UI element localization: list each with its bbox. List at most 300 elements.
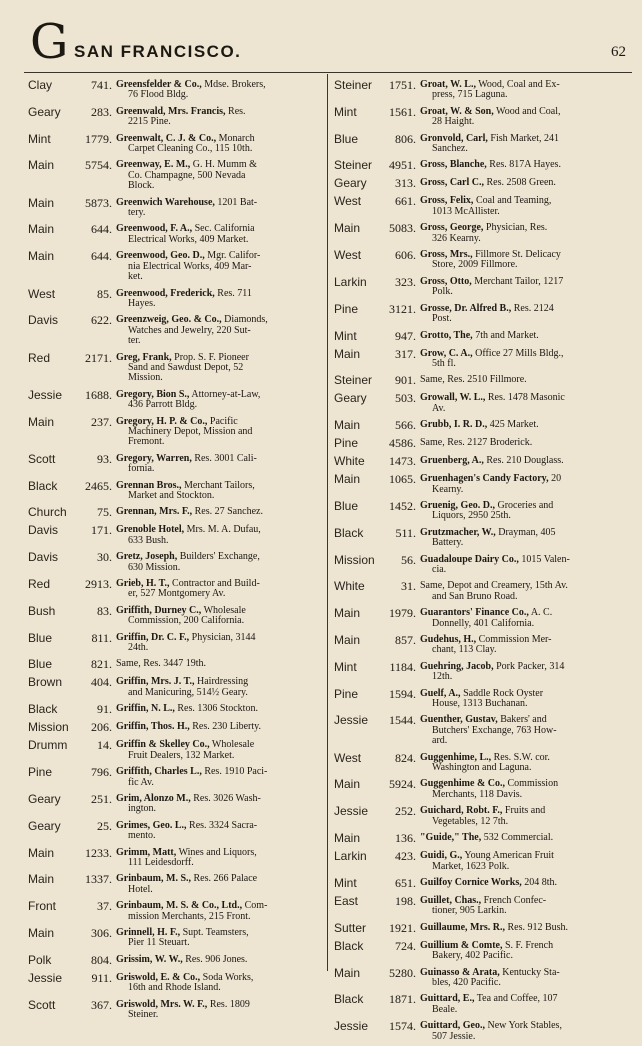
entry-detail: Res. 3026 Wash- bbox=[190, 792, 261, 804]
subscriber-name: Guenther, Gustav, bbox=[420, 714, 498, 726]
exchange-name: Blue bbox=[334, 131, 359, 146]
entry-text bbox=[116, 971, 322, 994]
exchange-name: Scott bbox=[28, 997, 56, 1012]
entry-detail: Fruits and bbox=[502, 805, 546, 817]
subscriber-name: Greenwalt, C. J. & Co., bbox=[116, 132, 217, 144]
entry-text bbox=[420, 472, 634, 495]
directory-entry bbox=[334, 713, 634, 746]
directory-entry bbox=[334, 921, 634, 935]
entry-continuation: Fremont. bbox=[128, 436, 165, 448]
entry-text bbox=[116, 313, 322, 346]
phone-number: 644. bbox=[91, 249, 112, 264]
directory-entry bbox=[334, 804, 634, 827]
exchange-name: Main bbox=[28, 158, 55, 173]
entry-text bbox=[420, 454, 634, 466]
phone-number: 651. bbox=[395, 875, 416, 890]
entry-continuation: fic Av. bbox=[128, 776, 154, 788]
subscriber-name: Grinbaum, M. S., bbox=[116, 873, 192, 885]
directory-entry bbox=[334, 329, 634, 343]
entry-detail: Drayman, 405 bbox=[495, 526, 556, 538]
entry-continuation: chant, 113 Clay. bbox=[432, 644, 497, 656]
entry-continuation: Commission, 200 California. bbox=[128, 615, 245, 627]
directory-entry bbox=[28, 819, 322, 842]
directory-entry bbox=[334, 302, 634, 325]
entry-text bbox=[116, 388, 322, 411]
subscriber-name: Gregory, H. P. & Co., bbox=[116, 415, 208, 427]
entry-text bbox=[116, 738, 322, 761]
directory-entry bbox=[28, 313, 322, 346]
entry-detail: Tea and Coffee, 107 bbox=[474, 993, 558, 1005]
entry-text bbox=[420, 633, 634, 656]
entry-detail: Physician, Res. bbox=[483, 222, 548, 234]
directory-entry bbox=[28, 577, 322, 600]
entry-detail: Same, Res. 2127 Broderick. bbox=[420, 437, 533, 449]
subscriber-name: Griswold, E. & Co., bbox=[116, 971, 201, 983]
entry-text bbox=[116, 675, 322, 698]
entry-detail: Office 27 Mills Bldg., bbox=[472, 347, 564, 359]
exchange-name: Davis bbox=[28, 550, 59, 565]
directory-entry bbox=[28, 792, 322, 815]
exchange-name: Black bbox=[334, 938, 364, 953]
phone-number: 811. bbox=[91, 630, 112, 645]
exchange-name: Main bbox=[28, 249, 55, 264]
entry-continuation: Block. bbox=[128, 180, 155, 192]
subscriber-name: Greenwood, Geo. D., bbox=[116, 250, 205, 262]
entry-continuation: Bakery, 402 Pacific. bbox=[432, 950, 513, 962]
exchange-name: West bbox=[334, 248, 362, 263]
entry-text bbox=[420, 939, 634, 962]
entry-continuation: and San Bruno Road. bbox=[432, 590, 518, 602]
entry-continuation: nia Electrical Works, 409 Mar- bbox=[128, 260, 252, 272]
entry-continuation: 5th fl. bbox=[432, 357, 456, 369]
directory-entry bbox=[28, 249, 322, 282]
entry-detail: Res. 27 Sanchez. bbox=[192, 506, 263, 518]
directory-entry bbox=[334, 391, 634, 414]
entry-text bbox=[420, 921, 634, 933]
subscriber-name: Grosse, Dr. Alfred B., bbox=[420, 302, 512, 314]
entry-detail: Res. 2508 Green. bbox=[483, 177, 556, 189]
subscriber-name: Gruenhagen's Candy Factory, bbox=[420, 473, 549, 485]
directory-entry bbox=[28, 899, 322, 922]
directory-entry bbox=[28, 702, 322, 716]
subscriber-name: Greenwood, F. A., bbox=[116, 223, 193, 235]
phone-number: 1233. bbox=[85, 845, 112, 860]
entry-text bbox=[116, 998, 322, 1021]
entry-detail: Saddle Rock Oyster bbox=[460, 687, 544, 699]
phone-number: 251. bbox=[91, 791, 112, 806]
entry-continuation: Store, 2009 Fillmore. bbox=[432, 259, 518, 271]
phone-number: 566. bbox=[395, 418, 416, 433]
subscriber-name: Griffin, Dr. C. F., bbox=[116, 631, 190, 643]
entry-text bbox=[116, 105, 322, 128]
entry-text bbox=[116, 657, 322, 669]
entry-text bbox=[116, 287, 322, 310]
exchange-name: Steiner bbox=[334, 78, 373, 92]
exchange-name: Front bbox=[28, 899, 57, 914]
directory-entry bbox=[334, 248, 634, 271]
subscriber-name: Guichard, Robt. F., bbox=[420, 805, 503, 817]
phone-number: 1688. bbox=[85, 387, 112, 402]
directory-entry bbox=[334, 499, 634, 522]
entry-text bbox=[116, 872, 322, 895]
phone-number: 4951. bbox=[389, 158, 416, 173]
exchange-name: Clay bbox=[28, 78, 53, 92]
directory-entry bbox=[334, 454, 634, 468]
entry-continuation: Donnelly, 401 California. bbox=[432, 617, 535, 629]
subscriber-name: Griffin, N. L., bbox=[116, 703, 175, 715]
entry-detail: Wholesale bbox=[201, 604, 246, 616]
entry-text bbox=[116, 132, 322, 155]
directory-entry bbox=[334, 221, 634, 244]
entry-detail: Merchant Tailors, bbox=[181, 479, 255, 491]
entry-detail: Wholesale bbox=[209, 739, 255, 751]
entry-text bbox=[116, 222, 322, 245]
exchange-name: Main bbox=[334, 346, 361, 361]
exchange-name: Sutter bbox=[334, 920, 367, 935]
subscriber-name: Grenoble Hotel, bbox=[116, 524, 185, 536]
entry-text bbox=[116, 819, 322, 842]
entry-detail: Fish Market, 241 bbox=[487, 132, 559, 144]
subscriber-name: Guillium & Comte, bbox=[420, 939, 503, 951]
directory-entry bbox=[334, 194, 634, 217]
directory-entry bbox=[334, 158, 634, 172]
entry-detail: Res. 906 Jones. bbox=[182, 953, 248, 965]
phone-number: 644. bbox=[91, 222, 112, 237]
directory-entry bbox=[334, 751, 634, 774]
entry-text bbox=[116, 792, 322, 815]
entry-continuation: mento. bbox=[128, 830, 156, 842]
entry-detail: Same, Res. 2510 Fillmore. bbox=[420, 374, 527, 386]
phone-number: 91. bbox=[97, 702, 112, 717]
entry-text bbox=[420, 391, 634, 414]
phone-number: 56. bbox=[401, 552, 416, 567]
exchange-name: Church bbox=[28, 505, 67, 520]
entry-text bbox=[420, 553, 634, 576]
subscriber-name: Guilfoy Cornice Works, bbox=[420, 876, 522, 888]
entry-continuation: Merchants, 118 Davis. bbox=[432, 788, 523, 800]
directory-entry bbox=[28, 971, 322, 994]
entry-text bbox=[116, 577, 322, 600]
phone-number: 136. bbox=[395, 831, 416, 846]
subscriber-name: Grimm, Matt, bbox=[116, 846, 177, 858]
left-column bbox=[28, 78, 322, 1024]
phone-number: 423. bbox=[395, 849, 416, 864]
directory-entry bbox=[28, 351, 322, 384]
exchange-name: Pine bbox=[28, 765, 53, 780]
directory-entry bbox=[334, 347, 634, 370]
phone-number: 911. bbox=[91, 970, 112, 985]
entry-continuation: Steiner. bbox=[128, 1009, 159, 1020]
entry-text bbox=[420, 176, 634, 188]
subscriber-name: Grennan, Mrs. F., bbox=[116, 506, 193, 518]
entry-text bbox=[116, 505, 322, 517]
entry-continuation: 16th and Rhode Island. bbox=[128, 982, 221, 994]
entry-detail: S. F. French bbox=[502, 939, 554, 951]
directory-entry bbox=[334, 418, 634, 432]
entry-text bbox=[420, 194, 634, 217]
phone-number: 31. bbox=[401, 579, 416, 594]
subscriber-name: Guinasso & Arata, bbox=[420, 966, 500, 978]
subscriber-name: Greenwood, Frederick, bbox=[116, 287, 215, 299]
entry-detail: Res. 912 Bush. bbox=[505, 921, 569, 933]
subscriber-name: Gross, Carl C., bbox=[420, 177, 484, 189]
entry-continuation: ington. bbox=[128, 803, 157, 815]
subscriber-name: Guarantors' Finance Co., bbox=[420, 607, 529, 619]
subscriber-name: Grissim, W. W., bbox=[116, 953, 183, 965]
subscriber-name: Greenway, E. M., bbox=[116, 159, 191, 171]
directory-entry bbox=[334, 436, 634, 450]
subscriber-name: Gretz, Joseph, bbox=[116, 551, 178, 563]
entry-continuation: Co. Champagne, 500 Nevada bbox=[128, 169, 246, 181]
subscriber-name: Griswold, Mrs. W. F., bbox=[116, 998, 208, 1010]
entry-continuation: Pier 11 Steuart. bbox=[128, 937, 190, 949]
entry-detail: Res. 266 Palace bbox=[191, 873, 258, 885]
entry-detail: New York Stables, bbox=[485, 1020, 562, 1032]
entry-detail: Pacific bbox=[207, 415, 238, 427]
entry-text bbox=[420, 78, 634, 101]
exchange-name: Scott bbox=[28, 451, 56, 466]
subscriber-name: Grim, Alonzo M., bbox=[116, 792, 191, 804]
entry-continuation: Mission. bbox=[128, 372, 163, 384]
phone-number: 622. bbox=[91, 313, 112, 328]
exchange-name: Main bbox=[334, 472, 361, 487]
phone-number: 821. bbox=[91, 657, 112, 672]
phone-number: 606. bbox=[395, 248, 416, 263]
entry-detail: G. H. Mumm & bbox=[190, 159, 257, 171]
entry-text bbox=[420, 329, 634, 341]
subscriber-name: Greensfelder & Co., bbox=[116, 79, 202, 90]
phone-number: 37. bbox=[97, 899, 112, 914]
entry-detail: Attorney-at-Law, bbox=[189, 388, 261, 400]
phone-number: 1184. bbox=[389, 659, 416, 674]
entry-detail: Commission bbox=[505, 778, 559, 790]
entry-detail: Res. 817A Hayes. bbox=[486, 159, 561, 171]
exchange-name: Main bbox=[28, 222, 55, 237]
exchange-name: West bbox=[28, 286, 56, 301]
exchange-name: Main bbox=[334, 418, 361, 433]
subscriber-name: Greg, Frank, bbox=[116, 351, 172, 363]
subscriber-name: Grutzmacher, W., bbox=[420, 526, 496, 538]
subscriber-name: Griffin, Mrs. J. T., bbox=[116, 676, 195, 688]
exchange-name: Drumm bbox=[28, 738, 68, 753]
phone-number: 237. bbox=[91, 414, 112, 429]
entry-continuation: Post. bbox=[432, 313, 452, 325]
entry-detail: Wood and Coal, bbox=[493, 105, 561, 117]
directory-entry bbox=[334, 526, 634, 549]
exchange-name: White bbox=[334, 579, 365, 594]
entry-detail: Res. 1478 Masonic bbox=[485, 392, 565, 404]
directory-entry bbox=[334, 894, 634, 917]
exchange-name: Main bbox=[28, 414, 55, 429]
entry-continuation: 633 Bush. bbox=[128, 534, 169, 546]
entry-detail: 1015 Valen- bbox=[518, 553, 570, 565]
directory-entry bbox=[28, 872, 322, 895]
exchange-name: Mission bbox=[28, 720, 69, 735]
entry-detail: Wood, Coal and Ex- bbox=[475, 79, 560, 90]
entry-detail: Res. 3324 Sacra- bbox=[186, 819, 258, 831]
subscriber-name: Guillaume, Mrs. R., bbox=[420, 921, 505, 933]
directory-entry bbox=[28, 738, 322, 761]
entry-detail: Hairdressing bbox=[194, 676, 249, 688]
entry-continuation: and Manicuring, 514½ Geary. bbox=[128, 686, 248, 698]
entry-detail: Supt. Teamsters, bbox=[180, 926, 249, 938]
entry-text bbox=[420, 849, 634, 872]
entry-text bbox=[420, 804, 634, 827]
directory-entry bbox=[28, 388, 322, 411]
subscriber-name: Grotto, The, bbox=[420, 329, 473, 341]
entry-continuation: Butchers' Exchange, 763 How- bbox=[432, 724, 557, 736]
directory-entry bbox=[28, 631, 322, 654]
entry-text bbox=[116, 452, 322, 475]
exchange-name: Larkin bbox=[334, 274, 367, 289]
subscriber-name: Groat, W. L., bbox=[420, 79, 476, 90]
directory-entry bbox=[28, 657, 322, 671]
entry-detail: 7th and Market. bbox=[472, 329, 539, 341]
entry-detail: Physician, 3144 bbox=[189, 631, 256, 643]
section-letter: G bbox=[30, 14, 69, 70]
directory-entry bbox=[334, 553, 634, 576]
column-divider bbox=[327, 74, 328, 971]
directory-entry bbox=[28, 452, 322, 475]
exchange-name: Jessie bbox=[28, 387, 63, 402]
phone-number: 824. bbox=[395, 750, 416, 765]
directory-entry bbox=[28, 720, 322, 734]
entry-continuation: Electrical Works, 409 Market. bbox=[128, 233, 249, 245]
phone-number: 901. bbox=[395, 373, 416, 388]
entry-continuation: 1013 McAllister. bbox=[432, 205, 500, 217]
subscriber-name: Gross, Mrs., bbox=[420, 249, 473, 261]
subscriber-name: Grimes, Geo. L., bbox=[116, 819, 187, 831]
entry-continuation: 28 Haight. bbox=[432, 116, 475, 128]
entry-continuation: bles, 420 Pacific. bbox=[432, 976, 501, 988]
entry-detail: Res. 210 Douglass. bbox=[483, 455, 564, 467]
directory-entry bbox=[28, 78, 322, 101]
phone-number: 661. bbox=[395, 194, 416, 209]
exchange-name: Mint bbox=[28, 131, 51, 146]
subscriber-name: Guittard, E., bbox=[420, 993, 475, 1005]
entry-continuation: 326 Kearny. bbox=[432, 232, 481, 244]
entry-text bbox=[116, 550, 322, 573]
subscriber-name: Griffin & Skelley Co., bbox=[116, 739, 210, 751]
entry-continuation: fornia. bbox=[128, 463, 155, 475]
directory-entry bbox=[334, 275, 634, 298]
exchange-name: Geary bbox=[334, 176, 367, 191]
exchange-name: Main bbox=[334, 965, 361, 980]
exchange-name: Main bbox=[334, 221, 361, 236]
entry-detail: Pork Packer, 314 bbox=[493, 660, 565, 672]
entry-detail: Commission Mer- bbox=[476, 634, 552, 645]
phone-number: 1574. bbox=[389, 1019, 416, 1034]
directory-entry bbox=[28, 415, 322, 448]
entry-detail: 425 Market. bbox=[487, 419, 539, 431]
phone-number: 367. bbox=[91, 997, 112, 1012]
subscriber-name: Gross, Otto, bbox=[420, 275, 472, 287]
entry-text bbox=[420, 777, 634, 800]
entry-continuation: 507 Jessie. bbox=[432, 1030, 476, 1042]
entry-detail: Res. 1306 Stockton. bbox=[174, 703, 258, 715]
entry-detail: Young American Fruit bbox=[462, 850, 554, 862]
directory-entry bbox=[334, 373, 634, 387]
entry-detail: Coal and Teaming, bbox=[473, 195, 552, 207]
subscriber-name: Griffin, Thos. H., bbox=[116, 721, 190, 733]
exchange-name: Geary bbox=[28, 104, 61, 119]
directory-entry bbox=[28, 479, 322, 502]
entry-continuation: Av. bbox=[432, 402, 446, 414]
directory-entry bbox=[334, 777, 634, 800]
directory-entry bbox=[28, 505, 322, 519]
entry-continuation: Market, 1623 Polk. bbox=[432, 860, 510, 872]
exchange-name: Mint bbox=[334, 328, 357, 343]
entry-detail: Kentucky Sta- bbox=[499, 966, 560, 978]
phone-number: 323. bbox=[395, 274, 416, 289]
subscriber-name: Growall, W. L., bbox=[420, 392, 486, 404]
directory-entry bbox=[334, 579, 634, 602]
entry-detail: Res. 1809 bbox=[207, 998, 250, 1010]
entry-detail: Res. 711 bbox=[214, 287, 252, 299]
exchange-name: Polk bbox=[28, 952, 52, 967]
entry-text bbox=[420, 751, 634, 774]
subscriber-name: Gross, Felix, bbox=[420, 195, 474, 207]
subscriber-name: "Guide," The, bbox=[420, 832, 482, 844]
subscriber-name: Gregory, Warren, bbox=[116, 452, 192, 464]
entry-text bbox=[116, 702, 322, 714]
entry-text bbox=[116, 78, 322, 101]
entry-continuation: 111 Leidesdorff. bbox=[128, 856, 194, 868]
directory-entry bbox=[334, 472, 634, 495]
entry-continuation: ket. bbox=[128, 271, 143, 283]
page-title: SAN FRANCISCO. bbox=[74, 42, 242, 61]
entry-detail: A. C. bbox=[528, 607, 553, 619]
entry-text bbox=[116, 158, 322, 191]
exchange-name: Black bbox=[28, 702, 58, 717]
phone-number: 1979. bbox=[389, 606, 416, 621]
subscriber-name: Grieb, H. T., bbox=[116, 578, 170, 590]
entry-text bbox=[420, 373, 634, 385]
subscriber-name: Greenzweig, Geo. & Co., bbox=[116, 314, 222, 326]
exchange-name: Black bbox=[334, 992, 364, 1007]
entry-continuation: 630 Mission. bbox=[128, 561, 181, 573]
entry-detail: Soda Works, bbox=[200, 971, 254, 983]
entry-continuation: 24th. bbox=[128, 642, 149, 654]
phone-number: 2171. bbox=[85, 350, 112, 365]
exchange-name: Main bbox=[334, 606, 361, 621]
entry-detail: Res. 230 Liberty. bbox=[189, 721, 262, 733]
directory-entry bbox=[334, 105, 634, 128]
entry-continuation: Kearny. bbox=[432, 483, 464, 495]
entry-text bbox=[420, 579, 634, 602]
phone-number: 25. bbox=[97, 818, 112, 833]
entry-continuation: Sand and Sawdust Depot, 52 bbox=[128, 361, 244, 373]
directory-entry bbox=[334, 849, 634, 872]
subscriber-name: Grubb, I. R. D., bbox=[420, 419, 488, 431]
subscriber-name: Greenwald, Mrs. Francis, bbox=[116, 105, 226, 117]
exchange-name: Blue bbox=[28, 630, 53, 645]
entry-text bbox=[420, 1019, 634, 1042]
exchange-name: White bbox=[334, 454, 365, 469]
directory-entry bbox=[28, 926, 322, 949]
subscriber-name: Guillet, Chas., bbox=[420, 894, 482, 906]
entry-continuation: Watches and Jewelry, 220 Sut- bbox=[128, 324, 251, 336]
entry-continuation: Vegetables, 12 7th. bbox=[432, 815, 509, 827]
entry-continuation: tery. bbox=[128, 207, 146, 219]
phone-number: 313. bbox=[395, 176, 416, 191]
subscriber-name: Guadaloupe Dairy Co., bbox=[420, 553, 519, 565]
subscriber-name: Gruenig, Geo. D., bbox=[420, 499, 495, 511]
exchange-name: Mint bbox=[334, 875, 357, 890]
entry-continuation: Hotel. bbox=[128, 883, 153, 895]
entry-detail: Contractor and Build- bbox=[169, 578, 260, 590]
exchange-name: Main bbox=[28, 195, 55, 210]
